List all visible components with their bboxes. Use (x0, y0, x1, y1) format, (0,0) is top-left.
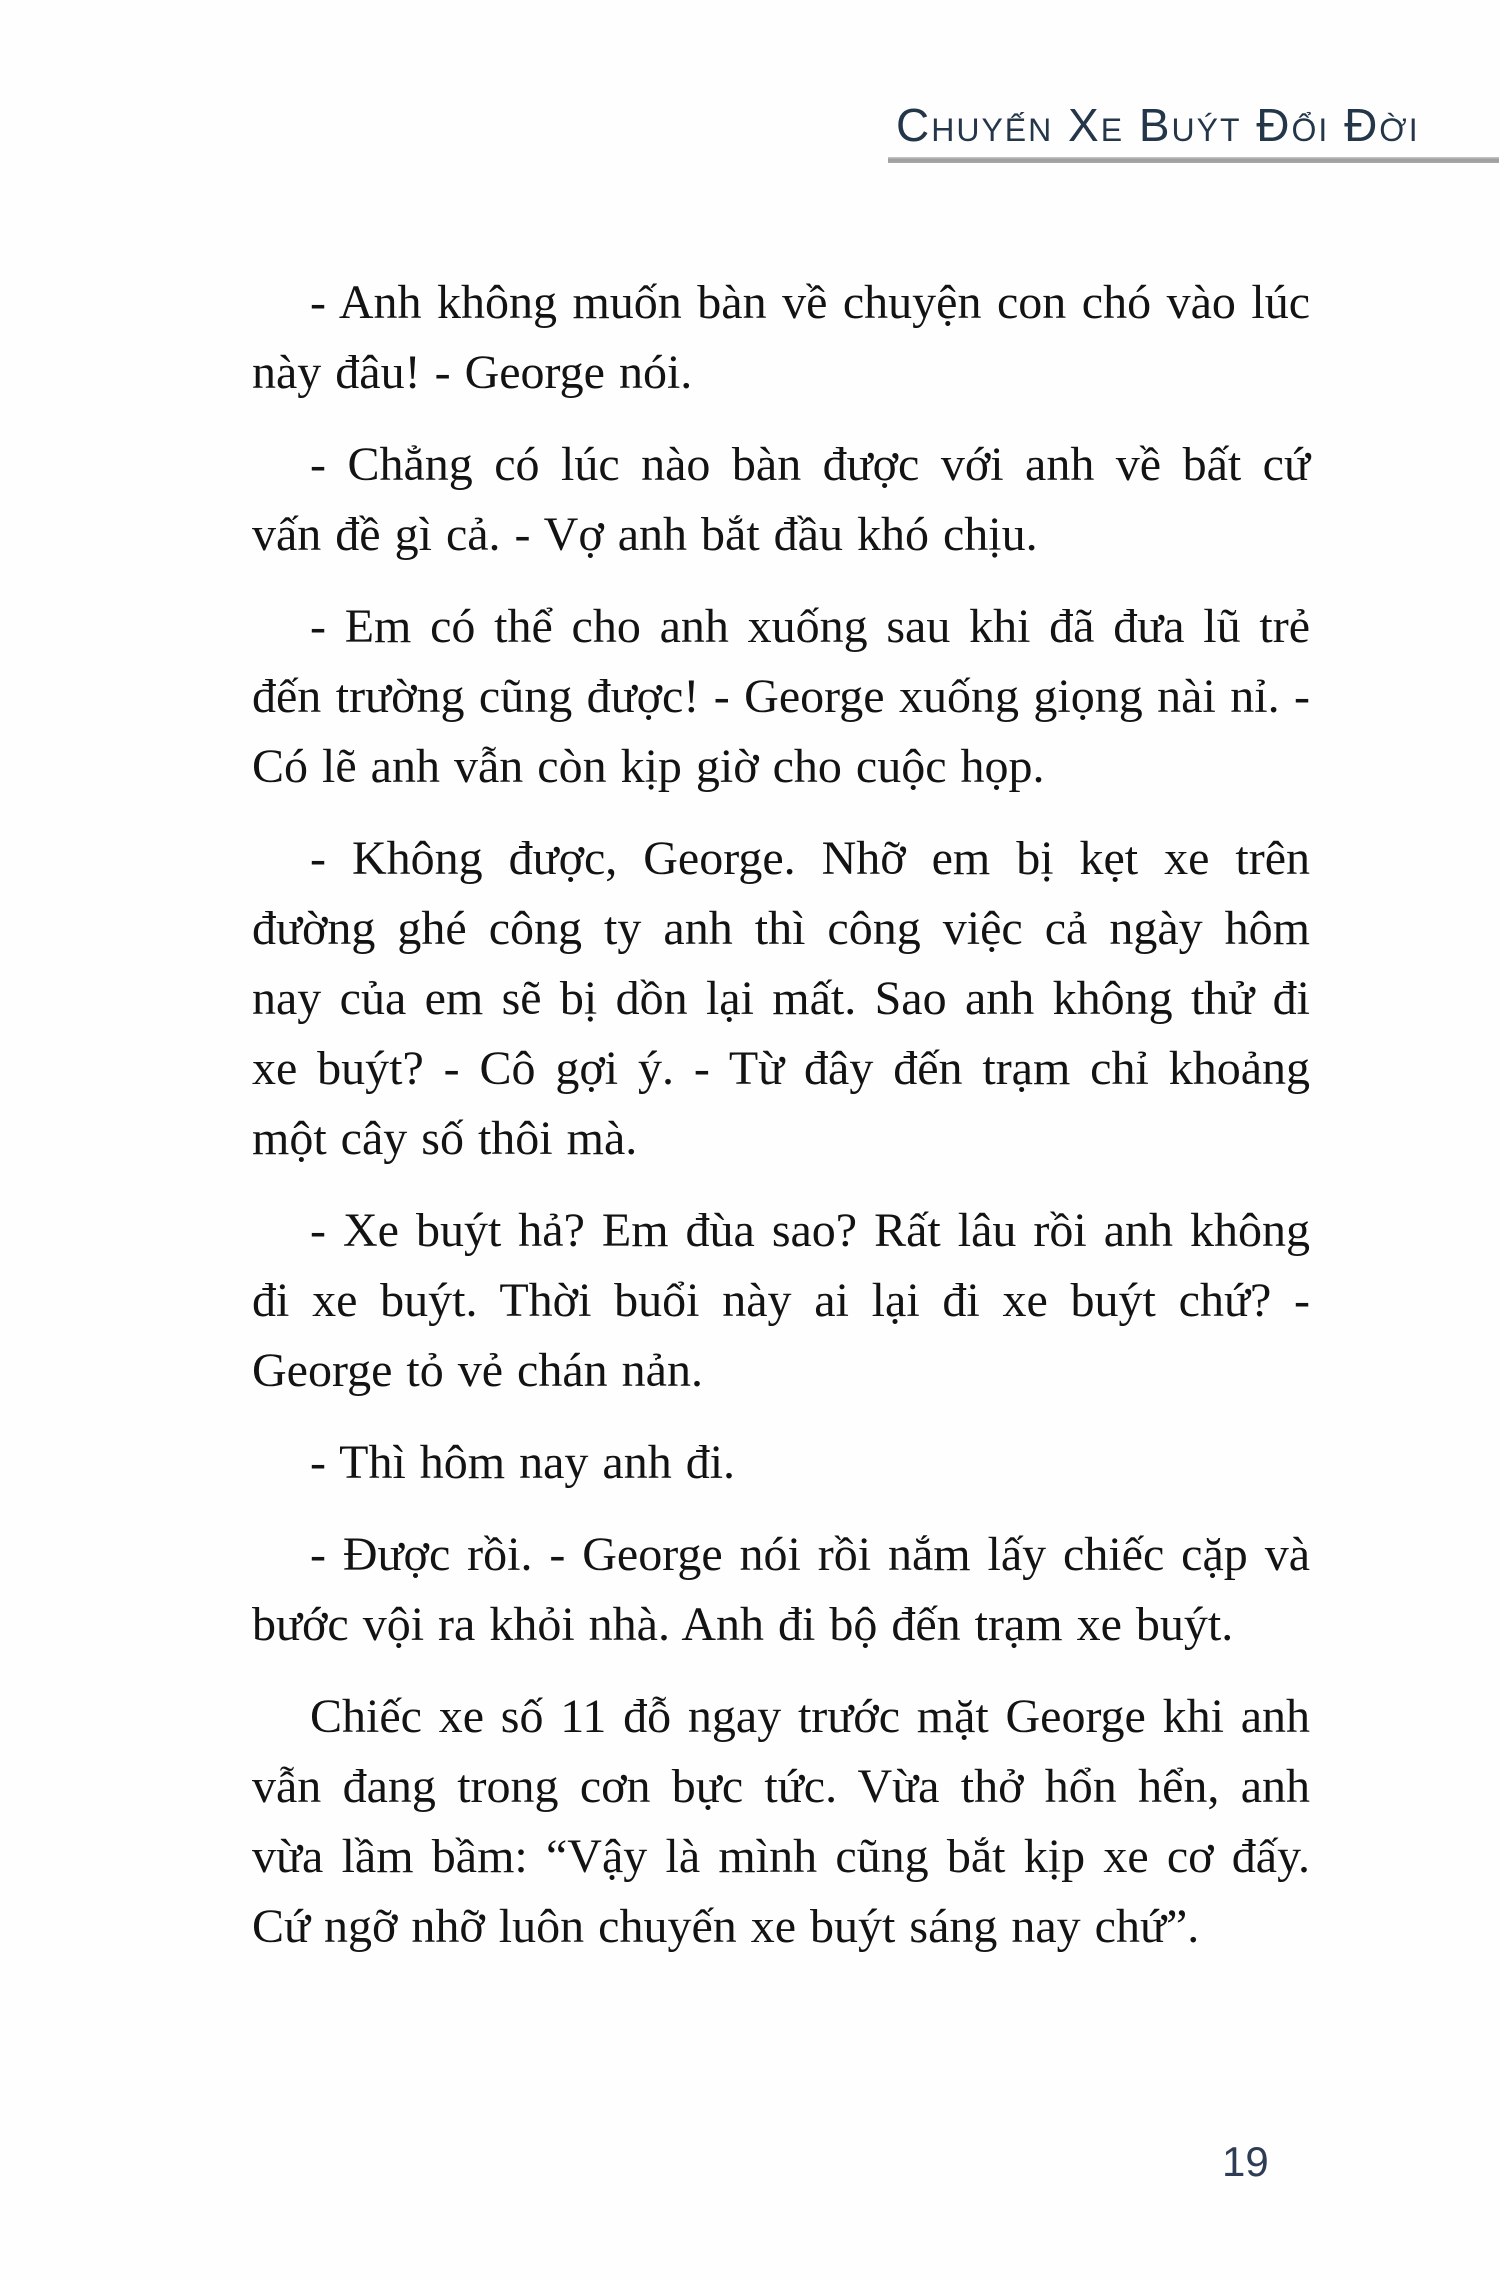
header-rule-line (888, 157, 1499, 163)
paragraph: - Anh không muốn bàn về chuyện con chó vào lúc này đâu! - George nói. (252, 276, 1310, 399)
page-number: 19 (1222, 2138, 1269, 2185)
running-header-title: Chuyến Xe Buýt Đổi Đời (896, 99, 1420, 151)
paragraph: Chiếc xe số 11 đỗ ngay trước mặt George khi anh vẫn đang trong cơn bực tức. Vừa thở hổn hển, anh vừa lầm bầm: “Vậy là mình cũng bắt kịp xe cơ đấy. Cứ ngỡ nhỡ luôn chuyến xe buýt sáng nay chứ”. (252, 1690, 1310, 1953)
paragraph: - Được rồi. - George nói rồi nắm lấy chiếc cặp và bước vội ra khỏi nhà. Anh đi bộ đến trạm xe buýt. (252, 1528, 1310, 1651)
paragraph: - Em có thể cho anh xuống sau khi đã đưa lũ trẻ đến trường cũng được! - George xuống giọng nài nỉ. - Có lẽ anh vẫn còn kịp giờ cho cuộc họp. (252, 600, 1310, 793)
paragraph: - Chẳng có lúc nào bàn được với anh về bất cứ vấn đề gì cả. - Vợ anh bắt đầu khó chịu. (252, 438, 1310, 561)
body-text-block (252, 268, 1310, 1984)
paragraph: - Xe buýt hả? Em đùa sao? Rất lâu rồi anh không đi xe buýt. Thời buổi này ai lại đi xe buýt chứ? - George tỏ vẻ chán nản. (252, 1204, 1310, 1397)
paragraph: - Không được, George. Nhỡ em bị kẹt xe trên đường ghé công ty anh thì công việc cả ngày hôm nay của em sẽ bị dồn lại mất. Sao anh không thử đi xe buýt? - Cô gợi ý. - Từ đây đến trạm chỉ khoảng một cây số thôi mà. (252, 832, 1310, 1165)
paragraph: - Thì hôm nay anh đi. (310, 1436, 736, 1489)
